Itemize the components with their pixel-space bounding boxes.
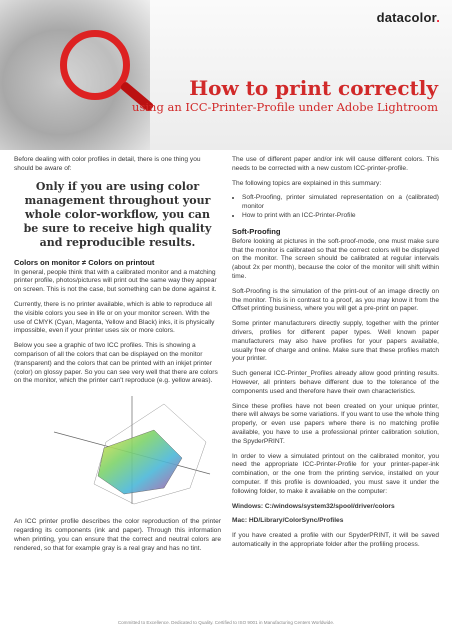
- paragraph: Since these profiles have not been created on your unique printer, there will always be some variations. If you want to use the whole thing properly, or even use papers where there is no matching profile available, you have to use a professional printer calibration solution, the SpyderPRINT.: [232, 402, 439, 445]
- logo-text: datacolor: [376, 10, 437, 25]
- callout-quote: Only if you are using color management throughout your whole color-workflow, you can be sure to receive high quality and reproducible results.: [23, 179, 212, 249]
- icc-gamut-graphic: [14, 392, 214, 510]
- paragraph: The following topics are explained in this summary:: [232, 179, 382, 187]
- magnifier-icon: [60, 30, 130, 100]
- footer-tagline: Committed to Excellence. Dedicated to Quality. Certified to ISO 9001 in Manufacturing Centers Worldwide.: [117, 620, 335, 625]
- paragraph: Below you see a graphic of two ICC profiles. This is showing a comparison of all the colors that can be displayed on the monitor (transparent) and the colors that can be printed with an inkjet printer (color) on glossy paper. So you can see very well that there are colors on the monitor, which the printer can't reproduce (e.g. yellow areas).: [14, 342, 218, 385]
- paragraph: If you have created a profile with our SpyderPRINT, it will be saved automatically in the appropriate folder after the profiling process.: [232, 532, 439, 548]
- paragraph: An ICC printer profile describes the color reproduction of the printer regarding its components (ink and paper). Through this information when printing, you can ensure that the correct and neutral colors are rendered, so that for example gray is a real gray and has no tint.: [14, 518, 221, 552]
- paragraph: In general, people think that with a calibrated monitor and a matching printer profile, photos/pictures will print out the same way they appear on screen. This is not the case, but something can be done against it.: [14, 268, 217, 294]
- paragraph: In order to view a simulated printout on the calibrated monitor, you need the appropriate ICC-Printer-Profile for your printer-paper-ink combination, or the one from the printing service, installed on your computer. If this profile is downloaded, you must save it under the following folder, to make it available on the computer:: [232, 452, 439, 495]
- header-photo: [0, 0, 150, 150]
- header-banner: [0, 0, 452, 150]
- page-subtitle: using an ICC-Printer-Profile under Adobe Lightroom: [132, 100, 438, 114]
- profile-path-mac: Mac: HD/Library/ColorSync/Profiles: [232, 517, 344, 525]
- paragraph: Before looking at pictures in the soft-proof-mode, one must make sure that the monitor is calibrated so that the correct colors will be displayed on the monitor. The screen should be calibrated at regular intervals (about 2x per month), because the color of the monitor will shift within time.: [232, 237, 439, 280]
- section-heading-colors: Colors on monitor ≠ Colors on printout: [14, 257, 155, 267]
- paragraph: Soft-Proofing is the simulation of the print-out of an image directly on the monitor. This is in contrast to a proof, as you may know it from the Offset printing business, where you will get a pre-print on paper.: [232, 287, 439, 313]
- section-heading-softproofing: Soft-Proofing: [232, 226, 281, 236]
- gamut-svg: [14, 392, 214, 510]
- list-item: • Soft-Proofing, printer simulated representation on a (calibrated) monitor: [242, 194, 439, 212]
- datacolor-logo: datacolor.: [376, 10, 440, 25]
- profile-path-windows: Windows: C:/windows/system32/spool/driver/colors: [232, 502, 395, 510]
- page-title: How to print correctly: [189, 76, 438, 100]
- printer-gamut-shape: [98, 430, 182, 494]
- paragraph: Such general ICC-Printer_Profiles already allow good printing results. However, all printers behave different due to the tolerance of the components used and therefore have their own characteristics.: [232, 370, 439, 395]
- topic-list: [232, 194, 439, 220]
- paragraph: Currently, there is no printer available, which is able to reproduce all the visible colors you see in life or on your monitor screen. With the use of CMYK (Cyan, Magenta, Yellow and Black) inks, it is physically impossible, even if your printer uses six or more colors.: [14, 300, 215, 335]
- paragraph: The use of different paper and/or ink will cause different colors. This needs to be corrected with a new custom ICC-printer-profile.: [232, 156, 439, 172]
- list-item: • How to print with an ICC-Printer-Profile: [242, 212, 439, 221]
- intro-text: Before dealing with color profiles in detail, there is one thing you should be aware of:: [14, 156, 201, 172]
- right-column: [232, 156, 439, 556]
- left-column: [14, 156, 221, 559]
- paragraph: Some printer manufacturers directly supply, together with the printer drivers, profiles for different paper types. Well known paper manufacturers may also have profiles for your papers available, usually free of charge and online. Make sure that these profiles match your printer.: [232, 320, 439, 363]
